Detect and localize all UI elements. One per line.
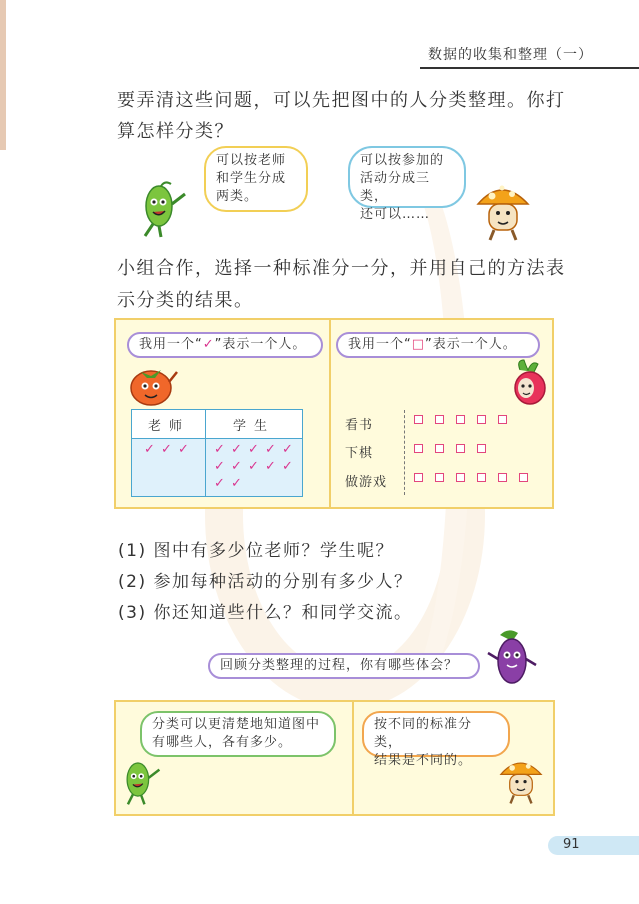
question-2: (2) 参加每种活动的分别有多少人？	[118, 572, 413, 592]
table-header-teacher: 老师	[148, 419, 191, 434]
tally-square	[519, 473, 528, 482]
speech-bubble-teacher-student	[204, 146, 308, 212]
square-method-label	[336, 332, 540, 358]
summary-bubble-left	[140, 711, 336, 757]
tally-checkmark: ✓	[248, 442, 259, 457]
intro-line-2: 算怎样分类？	[117, 121, 234, 142]
tally-square	[456, 415, 465, 424]
tally-square	[414, 444, 423, 453]
bubble-line: 活动分成三类，	[360, 171, 431, 204]
method-text: ”表示一个人。	[214, 337, 307, 352]
summary-line: 按不同的标准分类，	[374, 717, 473, 750]
task-line-2: 示分类的结果。	[117, 290, 254, 311]
tally-checkmark: ✓	[214, 459, 225, 474]
radish-character-icon	[508, 358, 548, 408]
bubble-line: 两类。	[216, 189, 259, 204]
page-number: 91	[563, 837, 580, 852]
speech-bubble-activities	[348, 146, 466, 222]
header-rule	[420, 67, 639, 69]
tally-square	[477, 415, 486, 424]
table-column-divider	[205, 410, 206, 496]
tally-checkmark: ✓	[265, 442, 276, 457]
tally-checkmark: ✓	[231, 459, 242, 474]
bubble-line: 可以按老师	[216, 153, 287, 168]
square-symbol: □	[411, 337, 426, 352]
tally-checkmark: ✓	[144, 442, 155, 457]
method-text: 我用一个“	[348, 337, 412, 352]
page-number-tab	[548, 836, 639, 855]
summary-bubble-right	[362, 711, 510, 768]
activity-label-reading: 看书	[345, 418, 374, 433]
task-line-1: 小组合作，选择一种标准分一分，并用自己的方法表	[117, 258, 566, 279]
page-margin-bar	[0, 0, 6, 150]
method-text: 我用一个“	[139, 337, 203, 352]
table-header-student: 学生	[233, 419, 276, 434]
tally-checkmark: ✓	[178, 442, 189, 457]
tally-checkmark: ✓	[161, 442, 172, 457]
mushroom-character-icon	[496, 752, 546, 808]
teacher-student-table	[131, 409, 303, 497]
summary-line: 分类可以更清楚地知道图中	[152, 717, 321, 732]
review-prompt: 回顾分类整理的过程，你有哪些体会？	[208, 653, 480, 679]
tally-square	[498, 473, 507, 482]
tally-square	[498, 415, 507, 424]
bubble-line: 还可以……	[360, 207, 431, 222]
checkmark-method-label	[127, 332, 323, 358]
summary-line: 有哪些人，各有多少。	[152, 735, 293, 750]
method-text: ”表示一个人。	[425, 337, 517, 352]
tally-checkmark: ✓	[231, 442, 242, 457]
tally-square	[435, 444, 444, 453]
tally-square	[456, 444, 465, 453]
tally-square	[414, 473, 423, 482]
bean-character-icon	[135, 180, 193, 238]
tally-square	[435, 415, 444, 424]
tally-square	[477, 473, 486, 482]
activity-label-games: 做游戏	[345, 475, 388, 490]
bubble-line: 可以按参加的	[360, 153, 445, 168]
intro-line-1: 要弄清这些问题，可以先把图中的人分类整理。你打	[117, 90, 566, 111]
tomato-character-icon	[125, 360, 179, 408]
tally-square	[414, 415, 423, 424]
question-1: (1) 图中有多少位老师？学生呢？	[118, 541, 394, 561]
chapter-header: 数据的收集和整理（一）	[428, 47, 593, 63]
tally-checkmark: ✓	[248, 459, 259, 474]
activity-label-chess: 下棋	[345, 446, 374, 461]
tally-square	[477, 444, 486, 453]
tally-checkmark: ✓	[231, 476, 242, 491]
tally-square	[456, 473, 465, 482]
tally-dashed-divider	[404, 410, 406, 495]
tally-square	[435, 473, 444, 482]
panel-divider	[329, 320, 331, 507]
tally-checkmark: ✓	[265, 459, 276, 474]
summary-panel-divider	[352, 702, 354, 814]
tally-checkmark: ✓	[214, 442, 225, 457]
tally-checkmark: ✓	[282, 459, 293, 474]
mushroom-character-icon	[472, 180, 534, 242]
tally-checkmark: ✓	[282, 442, 293, 457]
bubble-line: 和学生分成	[216, 171, 287, 186]
checkmark-symbol: ✓	[202, 337, 215, 352]
tally-checkmark: ✓	[214, 476, 225, 491]
question-3: (3) 你还知道些什么？和同学交流。	[118, 603, 413, 623]
bean-character-icon	[118, 755, 166, 809]
summary-line: 结果是不同的。	[374, 753, 473, 768]
eggplant-character-icon	[486, 625, 540, 689]
